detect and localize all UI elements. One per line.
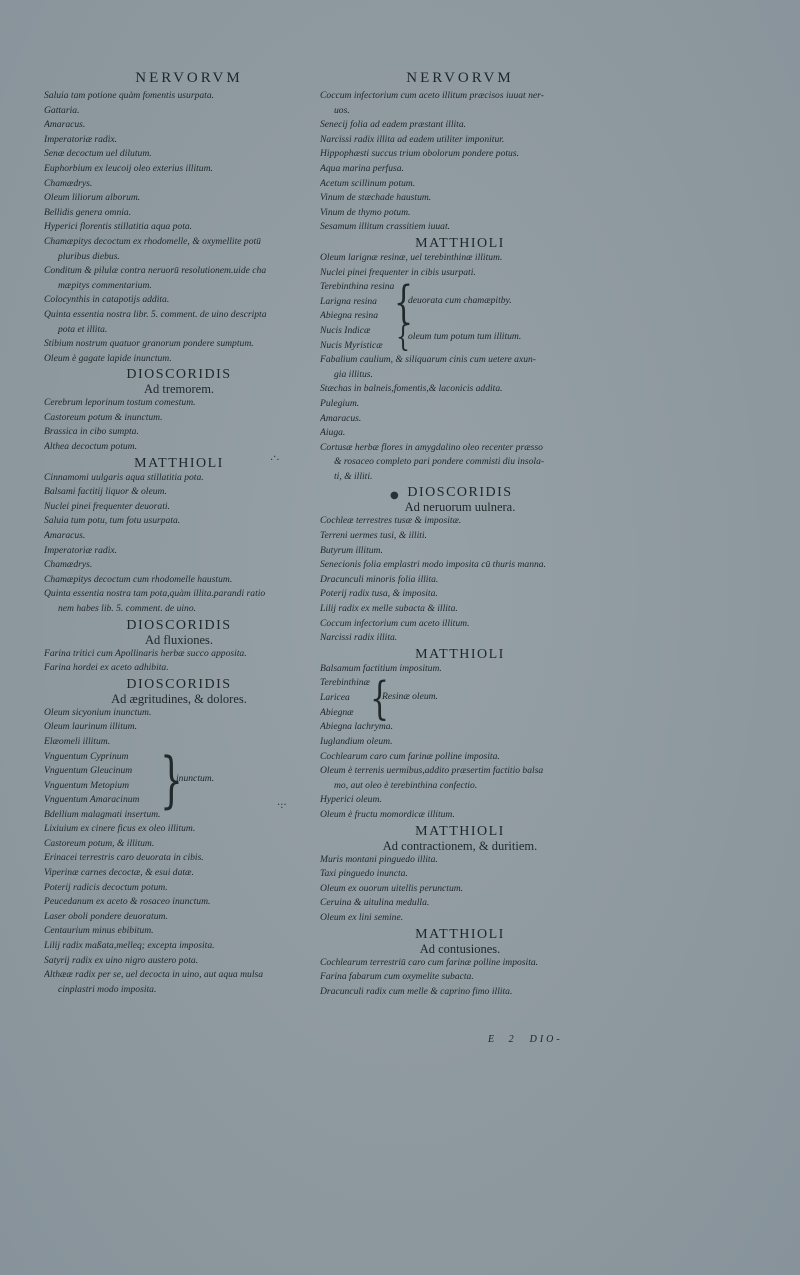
text-line: Larigna resina <box>320 295 377 307</box>
section-title: MATTHIOLI <box>134 455 224 471</box>
text-line: Cinnamomi uulgaris aqua stillatitia pota. <box>44 471 204 483</box>
section-title: DIOSCORIDIS <box>126 676 232 692</box>
left-block-3 <box>44 471 314 617</box>
text-line: Quinta essentia nostra libr. 5. comment. de uino descripta <box>44 308 267 320</box>
curly-brace-icon: { <box>396 322 410 355</box>
text-line: Dracunculi minoris folia illita. <box>320 573 439 585</box>
text-line: Coccum infectorium cum aceto illitum præcisos iuuat ner- <box>320 90 544 101</box>
text-line: Oleum sicyonium inunctum. <box>44 706 152 718</box>
text-line: Terebinthinæ <box>320 677 370 689</box>
curly-brace-icon: } <box>160 745 183 816</box>
text-line: Muris montani pinguedo illita. <box>320 853 438 865</box>
running-head-left: NERVORVM <box>135 70 243 86</box>
dot-mark-icon: ·:· <box>277 800 287 811</box>
text-line: Colocynthis in catapotijs addita. <box>44 294 170 306</box>
text-line: Nucis Myristicæ <box>320 339 383 351</box>
text-line: Lixiuium ex cinere ficus ex oleo illitum. <box>44 823 196 835</box>
text-line: Peucedanum ex aceto & rosaceo inunctum. <box>44 896 211 908</box>
text-line: Lilij radix maßata,melleq; excepta imposita. <box>44 939 215 951</box>
text-line: Vinum de thymo potum. <box>320 206 411 218</box>
right-block-4 <box>320 514 600 645</box>
text-line: Amaracus. <box>44 119 86 131</box>
catchword: DIO- <box>529 1034 563 1045</box>
section-subtitle: Ad fluxiones. <box>144 632 214 647</box>
text-line: mæpitys commentarium. <box>58 279 152 291</box>
text-line: Terebinthina resina <box>320 281 395 293</box>
text-line: gia illitus. <box>334 368 373 380</box>
text-line: Acetum scillinum potum. <box>320 177 416 189</box>
text-line: Cochleæ terrestres tusæ & impositæ. <box>320 515 462 527</box>
text-line: Coccum infectorium cum aceto illitum. <box>320 617 470 629</box>
text-line: Satyrij radix ex uino nigro austero pota. <box>44 954 199 966</box>
text-line: Althea decoctum potum. <box>44 441 137 453</box>
section-subtitle: Ad ægritudines, & dolores. <box>111 691 247 706</box>
section-title: MATTHIOLI <box>415 823 505 839</box>
text-line: nem habes lib. 5. comment. de uino. <box>58 603 197 614</box>
right-block-1 <box>320 89 600 235</box>
text-line: Laser oboli pondere deuoratum. <box>44 910 168 922</box>
left-column <box>44 70 314 997</box>
text-line: Castoreum potum & inunctum. <box>44 411 163 423</box>
text-line: Brassica in cibo sumpta. <box>44 426 139 438</box>
right-block-7 <box>320 853 600 926</box>
text-line: Vnguentum Amaracinum <box>44 794 140 806</box>
right-block-8 <box>320 956 600 1000</box>
text-line: Pulegium. <box>320 397 360 409</box>
brace-items <box>320 676 600 720</box>
text-line: Saluia tum potu, tum fotu usurpata. <box>44 515 181 527</box>
brace-target: deuorata cum chamæpitby. <box>408 295 512 307</box>
text-line: Balsami factitij liquor & oleum. <box>44 486 167 498</box>
text-line: Vinum de stæchade haustum. <box>320 192 432 204</box>
text-line: Abiegna lachryma. <box>320 721 394 733</box>
text-line: Narcissi radix illita. <box>320 632 398 644</box>
text-line: Stibium nostrum quatuor granorum pondere sumptum. <box>44 338 254 350</box>
text-line: Viperinæ carnes decoctæ, & esui datæ. <box>44 866 194 878</box>
text-line: uos. <box>334 104 350 116</box>
text-line: Ceruina & uitulina medulla. <box>320 897 430 909</box>
text-line: Gattaria. <box>44 104 80 116</box>
text-line: Bdellium malagmati insertum. <box>44 808 161 820</box>
text-line: Farina hordei ex aceto adhibita. <box>44 662 169 674</box>
section-title: DIOSCORIDIS <box>126 617 232 633</box>
text-line: Imperatoriæ radix. <box>44 133 118 145</box>
text-line: Balsamum factitium impositum. <box>320 662 442 674</box>
text-line: Vnguentum Metopium <box>44 779 129 791</box>
text-line: Oleum laurinum illitum. <box>44 721 138 733</box>
left-block-2 <box>44 396 314 454</box>
curly-brace-icon: { <box>394 277 414 330</box>
text-line: Nuclei pinei frequenter in cibis usurpati. <box>320 266 476 278</box>
text-line: Senecionis folia emplastri modo imposita cū thuris manna. <box>320 559 546 571</box>
text-line: Dracunculi radix cum melle & caprino fimo illita. <box>320 985 513 997</box>
text-line: Senæ decoctum uel dilutum. <box>44 148 152 160</box>
text-line: Amaracus. <box>320 412 362 424</box>
text-line: Oleum ex lini semine. <box>320 911 404 923</box>
text-line: Imperatoriæ radix. <box>44 544 118 556</box>
text-line: Oleum liliorum alborum. <box>44 192 141 204</box>
section-title: DIOSCORIDIS <box>126 367 232 383</box>
text-line: Hyperici oleum. <box>320 794 382 806</box>
text-line: Hyperici florentis stillatitia aqua pota. <box>44 221 193 233</box>
text-line: Chamædrys. <box>44 559 93 571</box>
text-line: Oleum ex ouorum uitellis perunctum. <box>320 882 464 894</box>
brace-group <box>320 673 600 726</box>
text-line: cinplastri modo imposita. <box>58 983 157 995</box>
section-subtitle: Ad contractionem, & duritiem. <box>382 838 538 853</box>
text-line: Poterij radix tusa, & imposita. <box>320 588 438 600</box>
text-line: Oleum è gagate lapide inunctum. <box>44 352 172 364</box>
text-line: Farina fabarum cum oxymelite subacta. <box>320 971 474 983</box>
text-line: Aiuga. <box>320 427 346 439</box>
text-line: Althææ radix per se, uel decocta in uino, aut aqua mulsa <box>44 969 264 981</box>
text-line: Elæomeli illitum. <box>44 735 111 747</box>
section-subtitle: Ad contusiones. <box>419 941 501 956</box>
brace-target: Resinæ oleum. <box>382 691 438 703</box>
text-line: Oleum è fructu momordicæ illitum. <box>320 808 455 820</box>
text-line: Taxi pinguedo inuncta. <box>320 868 408 880</box>
text-line: Castoreum potum, & illitum. <box>44 837 155 849</box>
text-line: Lilij radix ex melle subacta & illita. <box>320 603 458 615</box>
left-block-1 <box>44 89 314 366</box>
text-line: Abiegnæ <box>320 706 354 718</box>
brace-target: oleum tum potum tum illitum. <box>408 331 522 343</box>
running-head-right: NERVORVM <box>406 70 514 86</box>
text-line: Bellidis genera omnia. <box>44 206 132 218</box>
text-line: Nuclei pinei frequenter deuorati. <box>44 500 170 512</box>
text-line: Iuglandium oleum. <box>320 736 393 747</box>
text-line: Butyrum illitum. <box>320 544 383 556</box>
section-title: MATTHIOLI <box>415 235 505 251</box>
right-block-3 <box>320 353 600 484</box>
text-line: mo, aut oleo è terebinthina confectio. <box>334 779 478 791</box>
text-line: Cochlearum terrestriū caro cum farinæ polline imposita. <box>320 956 539 968</box>
signature-mark: E 2 <box>488 1034 520 1045</box>
section-subtitle: Ad tremorem. <box>143 382 215 397</box>
brace-target: inunctum. <box>176 772 215 784</box>
text-line: Cortusæ herbæ flores in amygdalino oleo recenter præsso <box>320 441 543 453</box>
left-block-5 <box>44 706 314 750</box>
left-block-4 <box>44 647 314 676</box>
text-line: Aqua marina perfusa. <box>320 162 404 174</box>
text-line: Vnguentum Gleucinum <box>44 765 133 777</box>
text-line: Quinta essentia nostra tam pota,quàm illita.parandi ratio <box>44 588 266 600</box>
text-line: Saluia tam potione quàm fomentis usurpata. <box>44 90 215 101</box>
brace-group <box>320 277 600 330</box>
text-line: Poterij radicis decoctum potum. <box>44 881 168 893</box>
text-line: Stæchas in balneis,fomentis,& laconicis addita. <box>320 383 503 395</box>
text-line: Euphorbium ex leucoij oleo exterius illitum. <box>44 162 213 174</box>
text-line: Laricea <box>320 692 350 703</box>
text-line: Hippophæsti succus trium obolorum pondere potus. <box>320 148 519 160</box>
text-line: Chamæpitys decoctum ex rhodomelle, & oxymellite potū <box>44 235 261 247</box>
section-subtitle: Ad neruorum uulnera. <box>404 500 516 515</box>
text-line: ti, & illiti. <box>334 470 373 482</box>
curly-brace-icon: { <box>370 673 390 726</box>
text-line: & rosaceo completo pari pondere commisti diu insola- <box>334 456 545 468</box>
text-line: Centaurium minus ebibitum. <box>44 925 154 937</box>
text-line: pota et illita. <box>58 323 108 335</box>
text-line: Senecij folia ad eadem præstant illita. <box>320 119 467 131</box>
page-footer <box>488 1034 563 1045</box>
text-line: Fabalium caulium, & siliquarum cinis cum uetere axun- <box>320 354 537 366</box>
text-line: Abiegna resina <box>320 310 378 322</box>
text-line: Chamæpitys decoctum cum rhodomelle haustum. <box>44 573 233 585</box>
brace-group <box>320 324 600 353</box>
text-line: Vnguentum Cyprinum <box>44 750 129 762</box>
text-line: Conditum & pilulæ contra neruorū resolutionem.uide cha <box>44 265 267 277</box>
right-block-6 <box>320 720 600 822</box>
right-column <box>320 70 600 999</box>
text-line: pluribus diebus. <box>58 250 120 262</box>
text-line: Erinacei terrestris caro deuorata in cibis. <box>44 852 204 864</box>
text-line: Sesamum illitum crassitiem iuuat. <box>320 221 451 233</box>
text-line: Oleum larignæ resinæ, uel terebinthinæ illitum. <box>320 251 503 263</box>
text-line: Farina tritici cum Apollinaris herbæ succo apposita. <box>44 647 247 659</box>
left-block-6 <box>44 808 314 998</box>
text-line: Cochlearum caro cum farinæ polline imposita. <box>320 750 500 762</box>
dot-mark-icon: .·. <box>270 452 280 463</box>
dot-mark-icon: ● <box>390 490 399 501</box>
text-line: Terreni uermes tusi, & illiti. <box>320 530 427 542</box>
text-line: Chamædrys. <box>44 177 93 189</box>
section-title: MATTHIOLI <box>415 926 505 942</box>
section-title: DIOSCORIDIS <box>407 485 513 501</box>
text-line: Amaracus. <box>44 530 86 542</box>
text-line: Cerebrum leporinum tostum comestum. <box>44 397 196 409</box>
right-block-2 <box>320 251 600 280</box>
right-block-5 <box>320 662 600 677</box>
text-line: Narcissi radix illita ad eadem utiliter imponitur. <box>320 133 505 145</box>
section-title: MATTHIOLI <box>415 646 505 662</box>
text-line: Oleum è terrenis uermibus,addito præsertim factitio balsa <box>320 765 544 777</box>
text-line: Nucis Indicæ <box>320 325 371 337</box>
